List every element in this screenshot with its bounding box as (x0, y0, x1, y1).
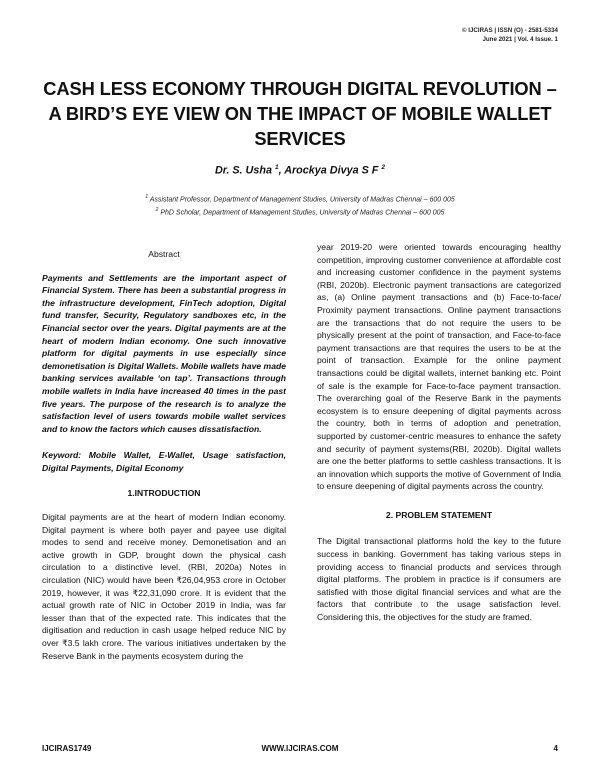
abstract-heading: Abstract (148, 249, 180, 259)
footer-website: WWW.IJCIRAS.COM (261, 744, 339, 753)
journal-issn: © IJCIRAS | ISSN (O) - 2581-5334 (461, 27, 558, 34)
affiliation-2 (40, 207, 560, 216)
right-column (317, 241, 561, 624)
author-separator: , (278, 164, 285, 177)
keywords: Keyword: Mobile Wallet, E-Wallet, Usage satisfaction, Digital Payments, Digital Economy (42, 450, 286, 473)
problem-statement-heading: 2. PROBLEM STATEMENT (385, 509, 493, 520)
affiliation-1 (40, 194, 560, 203)
affiliation-2-sup: 2 (155, 207, 159, 213)
introduction-heading: 1.INTRODUCTION (127, 487, 201, 498)
author-2-sup: 2 (381, 164, 386, 171)
left-column (42, 248, 286, 662)
authors (40, 164, 560, 177)
affiliation-2-text: PhD Scholar, Department of Management Studies, University of Madras Chennai – 600 005 (160, 209, 445, 217)
footer-paper-id: IJCIRAS1749 (42, 744, 92, 753)
author-2: Arockya Divya S F (284, 164, 379, 177)
paper-title: CASH LESS ECONOMY THROUGH DIGITAL REVOLUTION – A BIRD’S EYE VIEW ON THE IMPACT OF MOBILE WALLET SERVICES (43, 78, 557, 149)
abstract-text: Payments and Settlements are the important aspect of Financial System. There has been a substantial progress in the infrastructure development, FinTech adoption, Digital fund transfer, Security, Regulatory sandboxes etc, in the Financial sector over the years. Digital payments are at the heart of modern Indian economy. One such innovative platform for digital payments in use especially since demonetisation is Digital Wallets. Mobile wallets have made banking services available ‘on tap’. Transactions through mobile wallets in India have increased 40 times in the past five years. The purpose of the research is to analyze the satisfaction level of users towards mobile wallet services and to know the factors which causes dissatisfaction. (42, 272, 286, 434)
affiliation-1-text: Assistant Professor, Department of Management Studies, University of Madras Chennai – 600 005 (149, 196, 455, 204)
page-number: 4 (553, 744, 558, 753)
author-1: Dr. S. Usha (214, 164, 272, 177)
journal-issue: June 2021 | Vol. 4 Issue. 1 (482, 36, 558, 43)
affiliation-1-sup: 1 (145, 194, 149, 200)
introduction-paragraph-right: year 2019-20 were oriented towards encouraging healthy competition, improving customer convenience at affordable cost and increasing customer confidence in the payment systems (RBI, 2020b). Electronic payment transactions are categorized as, (a) Online payment transactions and (b) Face-to-face/ Proximity payment transactions. Online payment transactions are the transactions that do not require the users to be physically present at the point of transaction, and Face-to-face payment transactions are that requires the users to be at the point of transaction. Example for the online payment transactions could be digital wallets, internet banking etc. Point of sale is the example for Face-to-face payment transaction. The overarching goal of the Reserve Bank in the payments ecosystem is to ensure deepening of digital payments across the country, both in terms of adoption and penetration, supported by customer-centric measures to enhance the safety and security of payment systems(RBI, 2020b). Digital wallets are one the better platforms to settle cashless transactions. It is an innovation which supports the motive of Government of India to ensure deepening of digital payments across the country. (317, 242, 561, 492)
problem-statement-text: The Digital transactional platforms hold the key to the future success in banking. Government has taking various steps in providing access to financial products and services through digital platforms. The problem in practice is if consumers are satisfied with those digital financial services and what are the factors that contribute to the usage satisfaction level. Considering this, the objectives for the study are framed. (317, 536, 561, 623)
introduction-paragraph-left: Digital payments are at the heart of modern Indian economy. Digital payment is where both payer and payee use digital modes to send and receive money. Demonetisation and an active growth in GDP, brought down the physical cash circulation to a distinctive level. (RBI, 2020a) Notes in circulation (NIC) would have been ₹26,04,953 crore in October 2019, however, it was ₹22,31,090 crore. It is evident that the actual growth rate of NIC in October 2019 in India, was far lesser than that of the expected rate. This indicates that the digitisation and reduction in cash usage helped reduce NIC by over ₹3.5 lakh crore. The various initiatives undertaken by the Reserve Bank in the payments ecosystem during the (42, 512, 286, 661)
author-1-sup: 1 (274, 164, 279, 171)
